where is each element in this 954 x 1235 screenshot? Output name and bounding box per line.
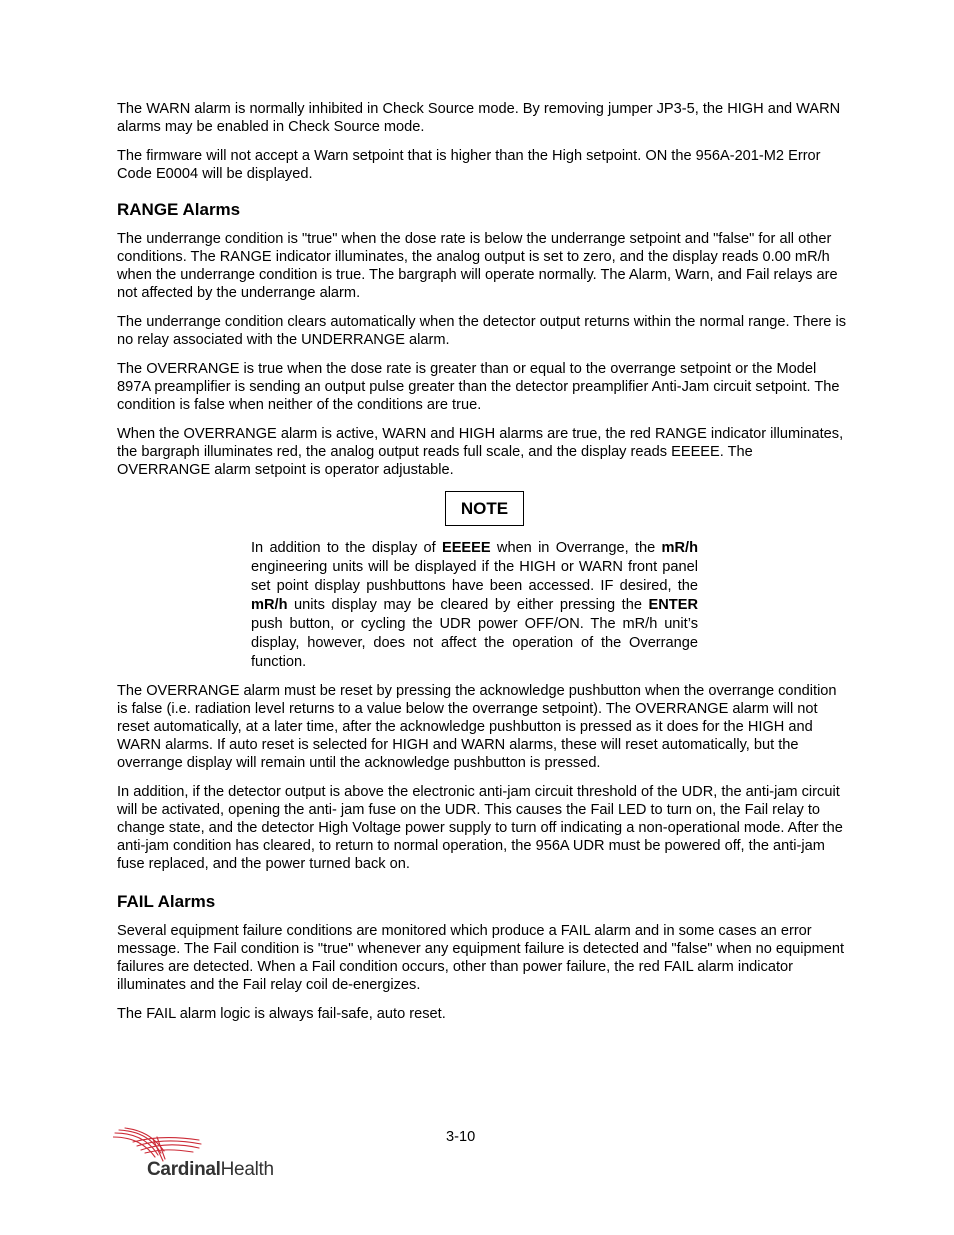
note-text-part: when in Overrange, the xyxy=(490,540,662,556)
section-heading-range: RANGE Alarms xyxy=(117,200,241,219)
paragraph: When the OVERRANGE alarm is active, WARN and HIGH alarms are true, the red RANGE indicator illuminates, the bargraph illuminates red, the analog output reads full scale, and the display reads EEEEE. The OVERRANGE alarm setpoint is operator adjustable. xyxy=(117,426,844,478)
paragraph: The underrange condition is "true" when the dose rate is below the underrange setpoint and "false" for all other conditions. The RANGE indicator illuminates, the analog output is set to zero, and the display reads 0.00 mR/h when the underrange condition is true. The bargraph will operate normally. The Alarm, Warn, and Fail relays are not affected by the underrange alarm. xyxy=(117,231,838,301)
paragraph: The firmware will not accept a Warn setpoint that is higher than the High setpoint. ON the 956A-201-M2 Error Code E0004 will be displayed. xyxy=(117,148,821,182)
note-text-part: In addition to the display of xyxy=(251,540,442,556)
logo-text-regular: Health xyxy=(220,1159,274,1180)
cardinal-health-logo xyxy=(113,1127,273,1185)
paragraph: In addition, if the detector output is above the electronic anti-jam circuit threshold of the UDR, the anti-jam circuit will be activated, opening the anti- jam fuse on the UDR. This causes the Fail LED to turn on, the Fail relay to change state, and the detector High Voltage power supply to turn off indicating a non-operational mode. After the anti-jam condition has cleared, to return to normal operation, the 956A UDR must be powered off, the anti-jam fuse replaced, and the power turned back on. xyxy=(117,784,843,872)
note-text-part: push button, or cycling the UDR power OFF/ON. The mR/h unit’s display, however, does not affect the operation of the Overrange function. xyxy=(251,616,698,670)
paragraph: The FAIL alarm logic is always fail-safe, auto reset. xyxy=(117,1006,446,1022)
note-text xyxy=(251,539,698,672)
note-callout xyxy=(117,491,850,526)
note-bold-eeeee: EEEEE xyxy=(441,540,491,556)
paragraph: The OVERRANGE is true when the dose rate is greater than or equal to the overrange setpoint or the Model 897A preamplifier is sending an output pulse greater than the detector preamplifier Anti-Jam circuit setpoint. The condition is false when neither of the conditions are true. xyxy=(117,361,840,413)
note-bold-mrh: mR/h xyxy=(661,540,699,556)
note-bold-mrh: mR/h xyxy=(251,597,288,613)
section-heading-fail: FAIL Alarms xyxy=(117,892,216,911)
paragraph: The OVERRANGE alarm must be reset by pressing the acknowledge pushbutton when the overrange condition is false (i.e. radiation level returns to a value below the overrange setpoint). The OVERRANGE alarm will not reset automatically, at a later time, after the acknowledge pushbutton is pressed as it does for the HIGH and WARN alarms. If auto reset is selected for HIGH and WARN alarms, these will reset automatically, but the overrange display will remain until the acknowledge pushbutton is pressed. xyxy=(117,683,837,771)
paragraph: The underrange condition clears automatically when the detector output returns within the normal range. There is no relay associated with the UNDERRANGE alarm. xyxy=(117,314,847,348)
document-body xyxy=(117,100,850,1034)
page-number: 3-10 xyxy=(446,1129,476,1145)
logo-text xyxy=(147,1159,274,1181)
logo-text-bold: Cardinal xyxy=(147,1159,221,1180)
note-text-part: engineering units will be displayed if the HIGH or WARN front panel set point display pushbuttons have been accessed. IF desired, the xyxy=(251,559,698,594)
note-label: NOTE xyxy=(445,491,524,526)
note-text-part: units display may be cleared by either pressing the xyxy=(287,597,649,613)
paragraph: Several equipment failure conditions are monitored which produce a FAIL alarm and in some cases an error message. The Fail condition is "true" whenever any equipment failure is detected and "false" when no equipment failures are detected. When a Fail condition occurs, other than power failure, the red FAIL alarm indicator illuminates and the Fail relay coil de-energizes. xyxy=(117,923,845,993)
paragraph: The WARN alarm is normally inhibited in Check Source mode. By removing jumper JP3-5, the HIGH and WARN alarms may be enabled in Check Source mode. xyxy=(117,101,841,135)
note-bold-enter: ENTER xyxy=(648,597,698,613)
